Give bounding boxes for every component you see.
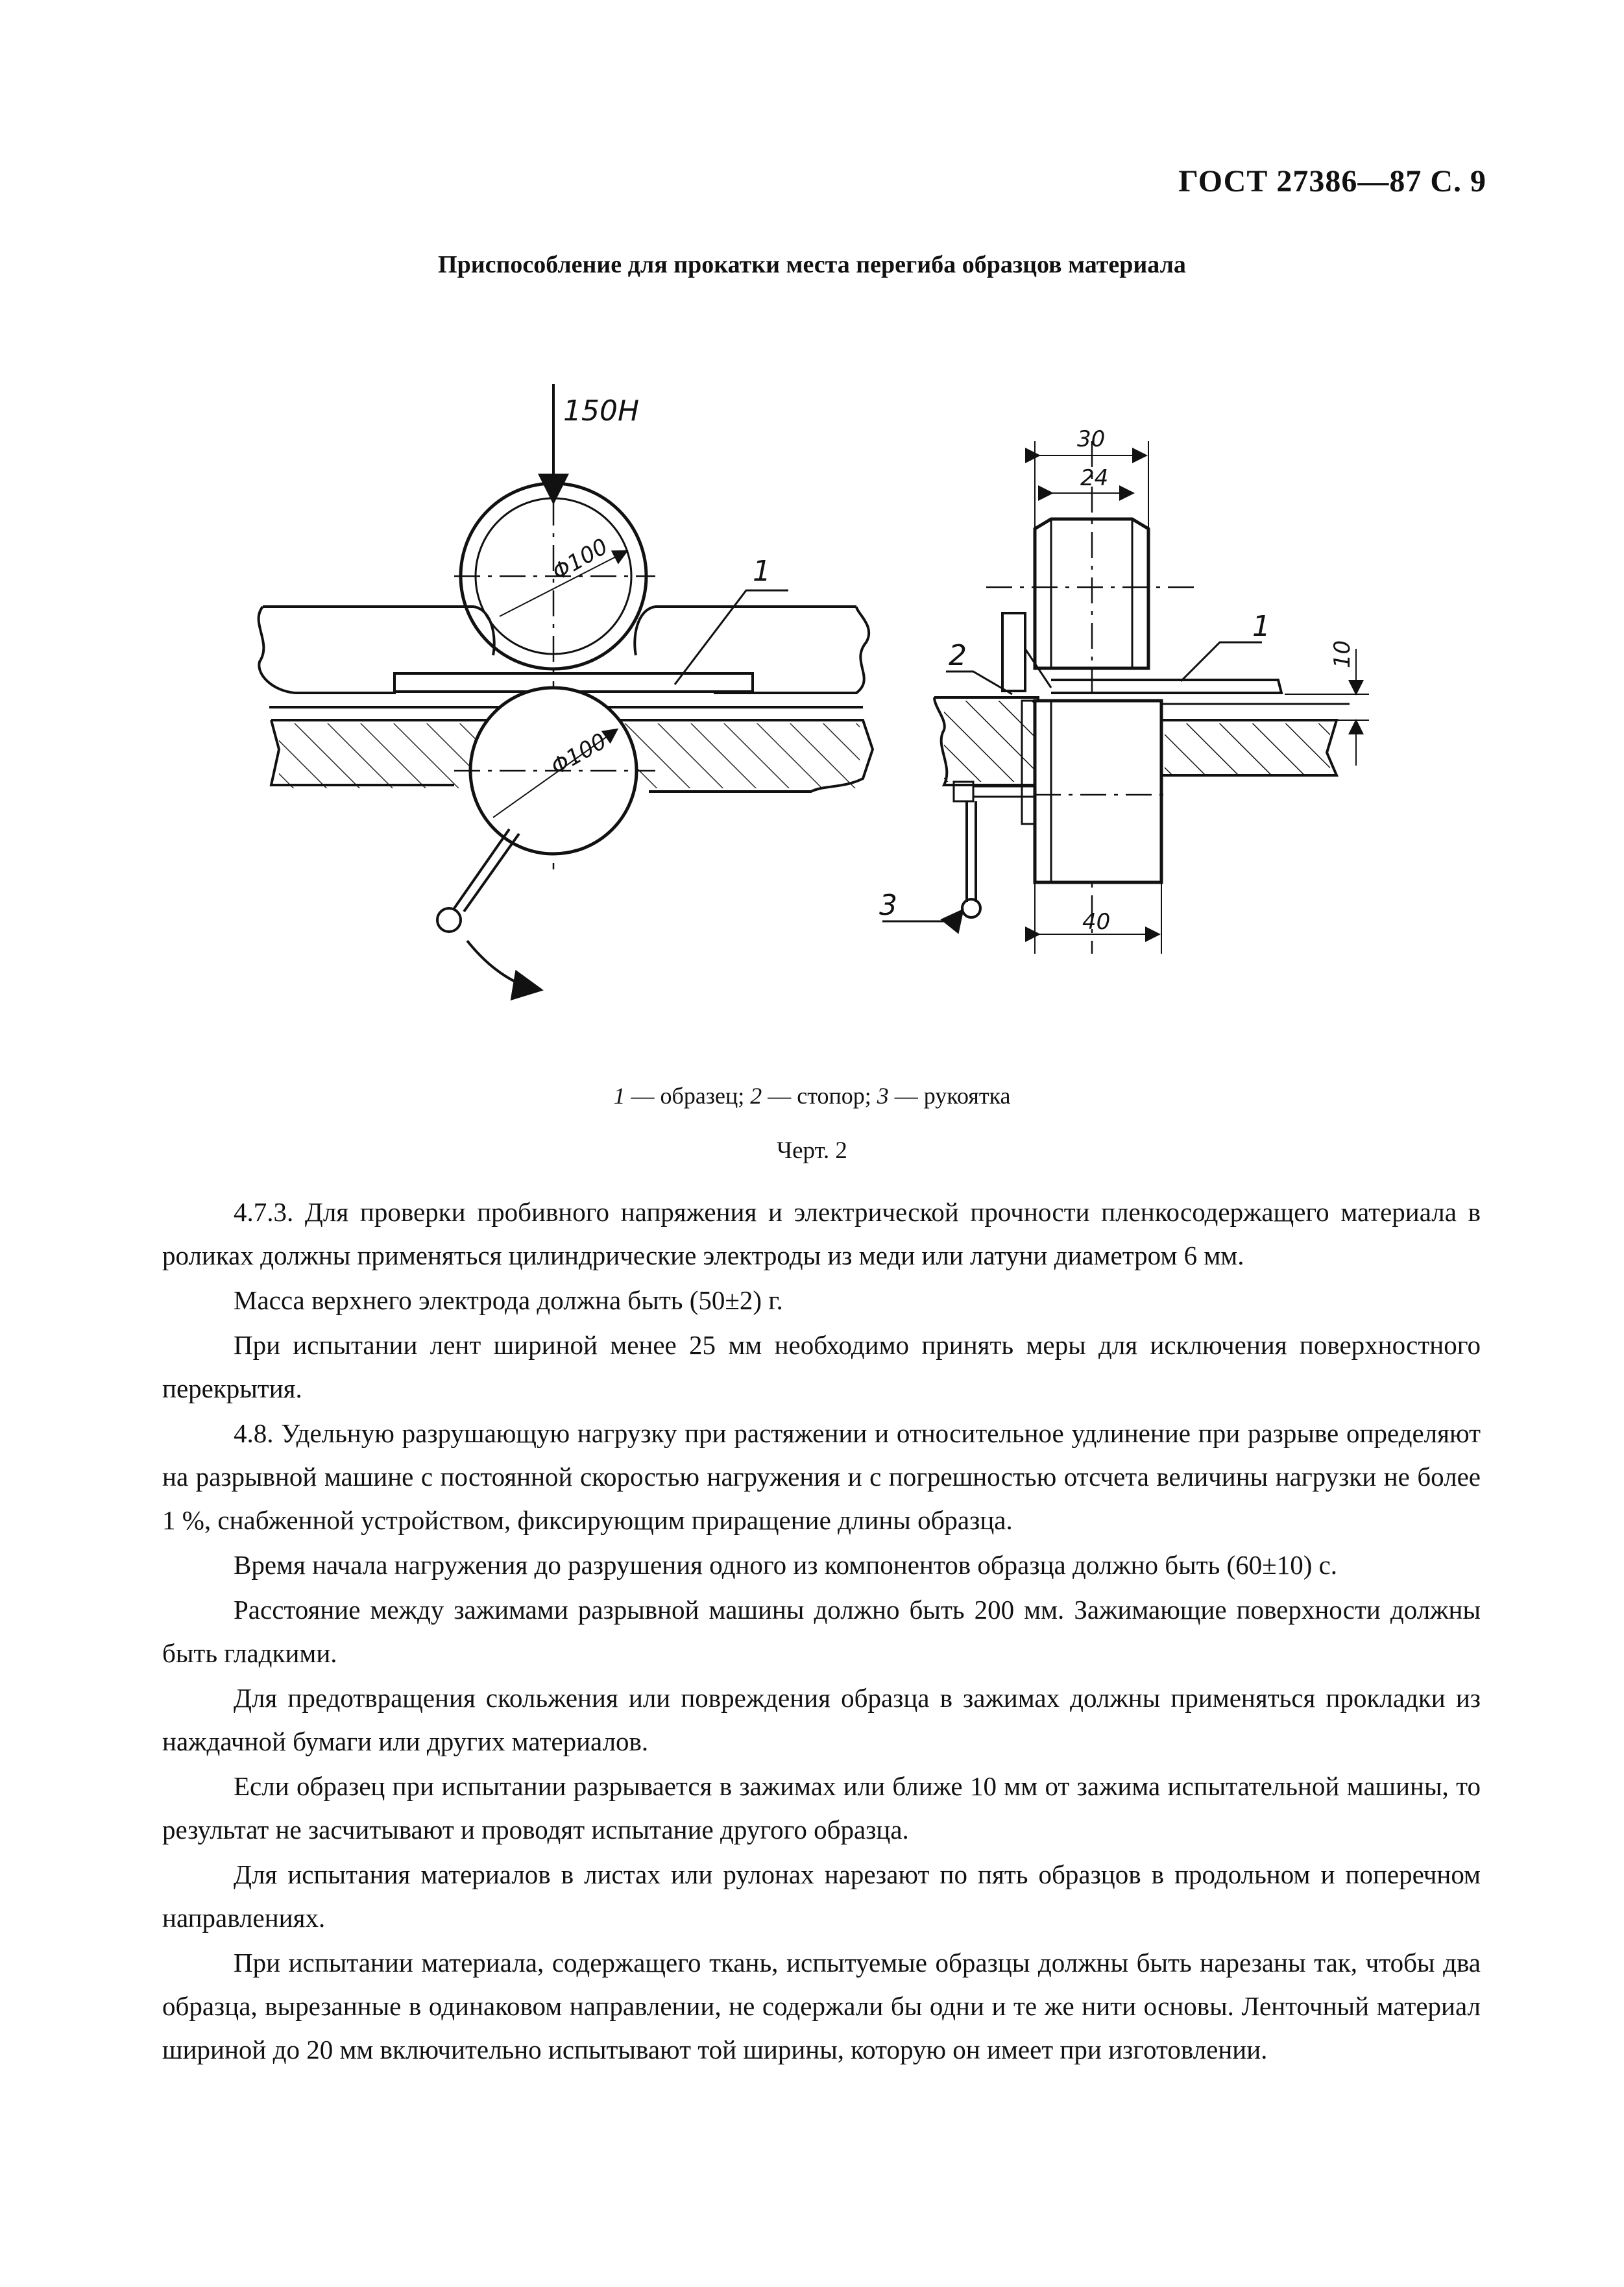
paragraph-electrode-mass: Масса верхнего электрода должна быть (50±2) г.	[234, 1285, 783, 1315]
load-label: 150Н	[563, 394, 640, 428]
dim-width-inner: 24	[1080, 465, 1109, 491]
figure-title: Приспособление для прокатки места перегиба образцов материала	[438, 251, 1186, 278]
left-view	[259, 384, 1557, 989]
callout-3: 3	[879, 889, 897, 922]
figure-legend: 1 — образец; 2 — стопор; 3 — рукоятка	[613, 1083, 1011, 1109]
callout-2: 2	[949, 639, 967, 672]
paragraph-load-time: Время начала нагружения до разрушения одного из компонентов образца должно быть (60±10) с.	[234, 1550, 1338, 1580]
body-text	[162, 1191, 1481, 2073]
roller-diameter-top: Φ100	[548, 533, 612, 586]
technical-drawing	[0, 0, 1624, 1038]
paragraph-clamp-distance: Расстояние между зажимами разрывной машины должно быть 200 мм. Зажимающие поверхности должны быть гладкими.	[162, 1595, 1481, 1668]
handle	[962, 899, 980, 917]
lower-roller-side	[1035, 701, 1161, 882]
paragraph-sheet-samples: Для испытания материалов в листах или рулонах нарезают по пять образцов в продольном и поперечном направлениях.	[162, 1859, 1481, 1933]
paragraph-tape-width: При испытании лент шириной менее 25 мм необходимо принять меры для исключения поверхностного перекрытия.	[162, 1330, 1481, 1403]
roller-diameter-bottom: Φ100	[546, 728, 611, 780]
paragraph-4-8: 4.8. Удельную разрушающую нагрузку при растяжении и относительное удлинение при разрыве определяют на разрывной машине с постоянной скоростью нагружения и с погрешностью отсчета величины нагрузки не более 1 %, снабженной устройством, фиксирующим приращение длины образца.	[162, 1418, 1481, 1535]
dim-width-bottom: 40	[1082, 909, 1111, 935]
paragraph-break-in-clamp: Если образец при испытании разрывается в зажимах или ближе 10 мм от зажима испытательной машины, то результат не засчитывают и проводят испытание другого образца.	[162, 1771, 1481, 1845]
dim-thickness: 10	[1329, 640, 1355, 668]
paragraph-4-7-3: 4.7.3. Для проверки пробивного напряжения и электрической прочности пленкосодержащего материала в роликах должны применяться цилиндрические электроды из меди или латуни диаметром 6 мм.	[162, 1197, 1481, 1270]
callout-1-left: 1	[753, 555, 771, 588]
paragraph-fabric-samples: При испытании материала, содержащего ткань, испытуемые образцы должны быть нарезаны так, чтобы два образца, вырезанные в одинаковом направлении, не содержали бы одни и те же нити основы. Ленточный материал шириной до 20 мм включительно испытывают той ширины, которую он имеет при изготовлении.	[162, 1948, 1481, 2064]
paragraph-slip-prevention: Для предотвращения скольжения или повреждения образца в зажимах должны применяться прокладки из наждачной бумаги или других материалов.	[162, 1683, 1481, 1756]
dim-width-outer: 30	[1077, 426, 1106, 452]
stop	[1002, 613, 1025, 691]
right-view	[882, 441, 1369, 954]
page-header: ГОСТ 27386—87 С. 9	[1178, 164, 1486, 199]
callout-1-right: 1	[1252, 610, 1270, 643]
figure-number: Черт. 2	[777, 1137, 847, 1164]
